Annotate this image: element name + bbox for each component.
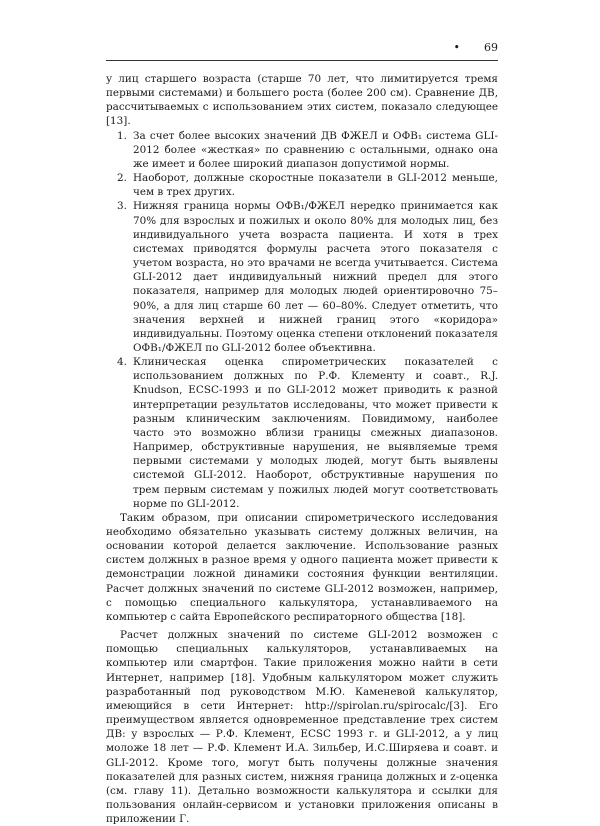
list-item-text: За счет более высоких значений ДВ ФЖЕЛ и ОФВ₁ система GLI-2012 более «жесткая» по сравнению с остальными, однако она же имеет и более широкий диапазон допустимой нормы. [133,129,498,170]
list-item-text: Нижняя граница нормы ОФВ₁/ФЖЕЛ нередко принимается как 70% для взрослых и пожилых и около 80% для молодых лиц, без индивидуального учета возраста пациента. И хотя в трех системах приводятся формулы расчета этого показателя с учетом возраста, но это врачами не всегда учитывается. Система GLI-2012 дает индивидуальный нижний предел для этого показателя, например для молодых людей ориентировочно 75–90%, а для лиц старше 60 лет — 60–80%. Следует отметить, что значения верхней и нижней границ этого «коридора» индивидуальны. Поэтому оценка степени отклонений показателя ОФВ₁/ФЖЕЛ по GLI-2012 более объективна. [133,200,498,354]
list-item [106,355,498,511]
header-rule [106,60,498,61]
list-item [106,129,498,171]
list-item-number: 2. [117,172,127,185]
running-header [106,39,498,57]
calculator-paragraph: Расчет должных значений по системе GLI-2012 возможен с помощью специальных калькуляторов, устанавливаемых на компьютер или смартфон. Такие приложения можно найти в сети Интернет, например [18]. Удобным калькулятором может служить разработанный под руководством М.Ю. Каменевой калькулятор, имеющийся в сети Интернет: http://spirolan.ru/spirocalc/[3]. Его преимуществом является одновременное представление трех систем ДВ: у взрослых — Р.Ф. Клемент, ECSC 1993 г. и GLI-2012, а у лиц моложе 18 лет — Р.Ф. Клемент И.А. Зильбер, И.С.Ширяева и соавт. и GLI-2012. Кроме того, могут быть получены должные значения показателей для разных систем, нижняя граница должных и z-оценка (см. главу 11). Детально возможности калькулятора и ссылки для пользования онлайн-сервисом и установки приложения описаны в приложении Г. [106,629,498,826]
numbered-list [106,129,498,511]
list-item [106,171,498,199]
list-item-number: 1. [117,129,127,142]
body-text [106,72,498,826]
list-item [106,199,498,355]
list-item-text: Наоборот, должные скоростные показатели в GLI-2012 меньше, чем в трех других. [133,172,498,199]
header-bullet: • [453,41,460,54]
list-item-number: 4. [117,356,127,369]
summary-paragraph: Таким образом, при описании спирометрического исследования необходимо обязательно указывать систему должных величин, на основании которой делается заключение. Использование разных систем должных в разное время у одного пациента может привести к демонстрации ложной динамики состояния функции вентиляции. Расчет должных значений по системе GLI-2012 возможен, например, с помощью специального калькулятора, устанавливаемого на компьютер с сайта Европейского респираторного общества [18]. [106,511,498,623]
list-item-text: Клиническая оценка спирометрических показателей с использованием должных по Р.Ф. Клементу и соавт., R.J. Knudson, ECSC-1993 и по GLI-2012 может приводить к разной интерпретации результатов исследованы, что может привести к разным клиническим заключениям. Повидимому, наиболее часто это возможно вблизи границы смежных диапазонов. Например, обструктивные нарушения, не выявляемые тремя первыми системами у молодых людей, могут быть выявлены системой GLI-2012. Наоборот, обструктивные нарушения по трем первым системам у пожилых людей могут соответствовать норме по GLI-2012. [133,356,498,510]
page-number: 69 [484,41,498,54]
list-item-number: 3. [117,200,127,213]
intro-paragraph: у лиц старшего возраста (старше 70 лет, что лимитируется тремя первыми системами) и большего роста (более 200 см). Сравнение ДВ, рассчитываемых с использованием этих систем, показало следующее [13]. [106,73,498,128]
